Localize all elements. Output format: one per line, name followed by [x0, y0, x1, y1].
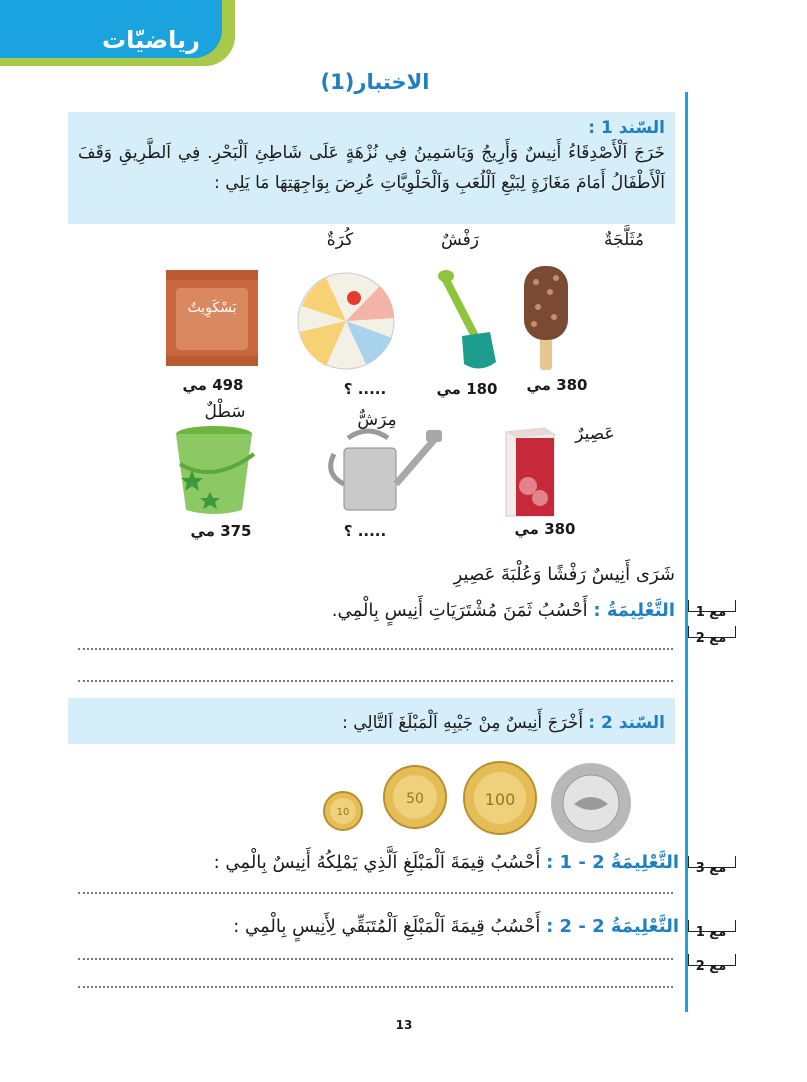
instruction-2-2 [233, 916, 679, 937]
answer-line [78, 958, 673, 960]
watering-can-icon [318, 424, 448, 514]
item-name-ball: كُرَةٌ [326, 230, 354, 250]
instruction-1 [332, 600, 675, 621]
answer-line [78, 892, 673, 894]
score-tick [688, 626, 736, 638]
instruction-1-label: التَّعْلِيمَةُ : [593, 600, 675, 621]
instruction-1-text: أَحْسُبُ ثَمَنَ مُشْتَرَيَاتِ أَنِيسٍ بِالْمِي. [331, 600, 588, 621]
price-juice: 380 مي [514, 520, 576, 538]
answer-line [78, 648, 673, 650]
coin-100-icon [462, 760, 538, 836]
score-label: مع 2 [695, 631, 727, 646]
coin-50-icon [382, 764, 448, 830]
coin-1-dinar-icon [548, 760, 634, 846]
score-label: مع 3 [695, 861, 727, 876]
price-watering-can: ..... ؟ [343, 522, 387, 540]
price-shovel: 180 مي [436, 380, 498, 398]
score-box [686, 626, 736, 650]
item-name-watering-can: مِرَشٌّ [357, 410, 397, 430]
coin-100-label: 100 [484, 790, 516, 809]
score-box [686, 954, 736, 978]
coin-50-label: 50 [406, 791, 424, 807]
shovel-icon [432, 266, 500, 376]
score-box [686, 600, 736, 624]
instruction-2-2-label: التَّعْلِيمَةُ 2 - 2 : [546, 916, 679, 937]
coin-10-label: 10 [336, 807, 350, 818]
sanad2-box [68, 698, 675, 744]
score-box [686, 856, 736, 880]
score-label: مع 1 [695, 925, 727, 940]
price-bucket: 375 مي [190, 522, 252, 540]
score-tick [688, 920, 736, 932]
bucket-icon [172, 424, 262, 516]
subject-title: رياضيّات [102, 26, 200, 54]
page-number: 13 [395, 1018, 413, 1032]
price-ice-cream: 380 مي [526, 376, 588, 394]
item-name-shovel: رَفْشٌ [440, 230, 479, 250]
instruction-2-1-text: أَحْسُبُ قِيمَةَ اَلْمَبْلَغِ اَلَّذِي يَمْلِكُهُ أَنِيسٌ بِالْمِي : [213, 852, 541, 873]
score-tick [688, 600, 736, 612]
ice-cream-icon [516, 262, 576, 374]
score-box [686, 920, 736, 944]
answer-line [78, 680, 673, 682]
test-title: الاختبار(1) [320, 70, 430, 94]
item-name-ice-cream: مُثَلَّجَةٌ [604, 230, 644, 250]
sanad1-text: خَرَجَ اَلْأَصْدِقَاءُ أَنِيسٌ وَأَرِيجُ وَيَاسَمِينُ فِي نُزْهَةٍ عَلَى شَاطِئِ اَلْبَحْرِ. فِي اَلطَّرِيقِ وَقَفَ اَلْأَطْفَالُ أَمَامَ مَغَازَةٍ لِبَيْعِ اَلْلُعَبِ وَاَلْحَلْوِيَّاتِ عُرِضَ بِوَاجِهَتِهَا مَا يَلِي : [78, 143, 665, 193]
sanad1-box [68, 112, 675, 224]
score-label: مع 1 [695, 605, 727, 620]
score-tick [688, 856, 736, 868]
sanad2-label: السّند 2 : [588, 713, 665, 733]
sanad2-text: أَخْرَجَ أَنِيسٌ مِنْ جَيْبِهِ اَلْمَبْلَغَ اَلتَّالِي : [342, 713, 584, 733]
sanad1-label: السّند 1 : [588, 118, 665, 138]
juice-box-icon [500, 424, 560, 520]
item-name-bucket: سَطْلٌ [204, 402, 246, 422]
score-tick [688, 954, 736, 966]
price-ball: ..... ؟ [343, 380, 387, 398]
answer-line [78, 986, 673, 988]
biscuit-bag-icon [162, 266, 262, 370]
coin-10-icon [322, 790, 364, 832]
score-label: مع 2 [695, 959, 727, 974]
beach-ball-icon [296, 266, 396, 376]
price-biscuit: 498 مي [182, 376, 244, 394]
instruction-2-2-text: أَحْسُبُ قِيمَةَ اَلْمَبْلَغِ اَلْمُتَبَقِّي لِأَنِيسٍ بِالْمِي : [233, 916, 541, 937]
instruction-2-1 [214, 852, 679, 873]
biscuit-pack-text: بَسْكَوِيتٌ [187, 300, 237, 316]
instruction-2-1-label: التَّعْلِيمَةُ 2 - 1 : [546, 852, 679, 873]
purchase-statement: شَرَى أَنِيسٌ رَفْشًا وَعُلْبَةَ عَصِيرِ [453, 564, 675, 585]
item-name-juice: عَصِيرٌ [575, 424, 615, 444]
